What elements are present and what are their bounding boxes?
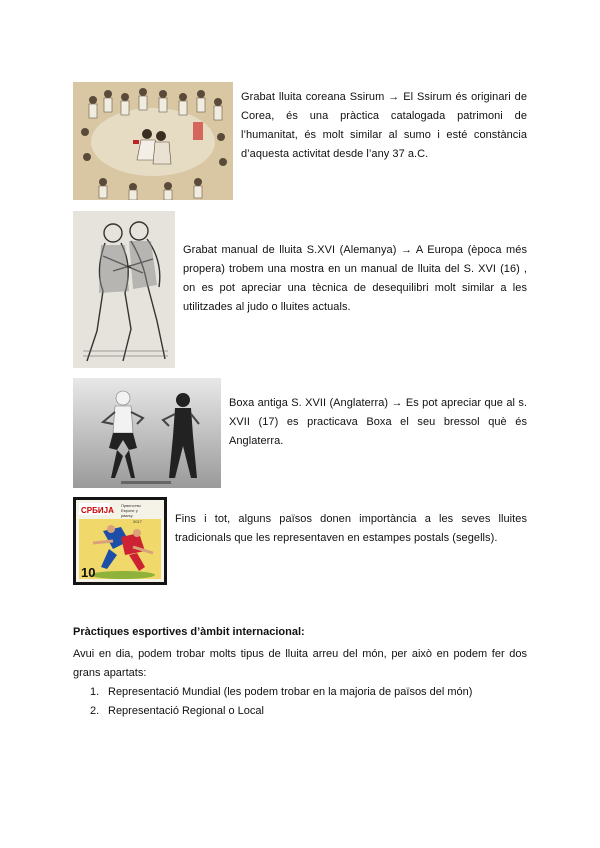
- list-item: [73, 702, 533, 721]
- manual-wrestling-engraving-icon: [73, 211, 175, 368]
- list-item-number: 2.: [90, 705, 100, 717]
- stamp-country: СРБИЈА: [81, 506, 114, 515]
- section-paragraph: [73, 645, 527, 683]
- text-line: XVII (17) es practicava Boxa el seu bressol què és: [229, 416, 527, 428]
- list-item: [73, 683, 533, 702]
- list-item-number: 1.: [90, 686, 100, 698]
- text-line: tradicionals que les representaven en estampes postals (segells).: [175, 532, 498, 544]
- text-line: propera) trobem una mostra en un manual de lluita del S. XVI (16) ,: [183, 263, 527, 275]
- svg-text:рвању: рвању: [121, 513, 133, 518]
- svg-text:Првенство: Првенство: [121, 503, 141, 508]
- list-item-text: Representació Regional o Local: [108, 705, 264, 717]
- numbered-list: [73, 683, 533, 721]
- text-line: d’aquesta activitat desde l’any 37 a.C.: [241, 148, 429, 160]
- korean-wrestling-painting-icon: [73, 82, 233, 200]
- wrestling-postage-stamp-icon: [73, 497, 167, 585]
- text-line: Boxa antiga S. XVII (Anglaterra) → Es pot apreciar que al s.: [229, 397, 527, 409]
- text-line: Avui en dia, podem trobar molts tipus de lluita arreu del món, per això en podem fer dos: [73, 648, 527, 660]
- svg-text:2017: 2017: [133, 519, 142, 524]
- text-line: utilitzades al judo o lluites actuals.: [183, 301, 351, 313]
- block-1-text: [241, 88, 527, 164]
- svg-text:Европе у: Европе у: [121, 508, 138, 513]
- list-item-text: Representació Mundial (les podem trobar en la majoria de països del món): [108, 686, 473, 698]
- text-line: Anglaterra.: [229, 435, 284, 447]
- text-line: Fins i tot, alguns països donen importància a les seves lluites: [175, 513, 527, 525]
- text-line: grans apartats:: [73, 667, 147, 679]
- antique-boxing-photo-icon: [73, 378, 221, 488]
- block-4-text: [175, 510, 527, 548]
- stamp-value: 10: [81, 565, 96, 580]
- text-line: Corea, és una pràctica catalogada patrimoni de: [241, 110, 527, 122]
- block-3-text: [229, 394, 527, 451]
- text-line: Grabat lluita coreana Ssirum → El Ssirum és originari de: [241, 91, 527, 103]
- section-heading: Pràctiques esportives d’àmbit internacional:: [73, 626, 305, 638]
- text-line: Grabat manual de lluita S.XVI (Alemanya) → A Europa (època més: [183, 244, 527, 256]
- block-2-text: [183, 241, 527, 317]
- text-line: l’humanitat, és molt similar al sumo i esté constància: [241, 129, 527, 141]
- text-line: on es pot apreciar una tècnica de desequilibri molt similar a les: [183, 282, 527, 294]
